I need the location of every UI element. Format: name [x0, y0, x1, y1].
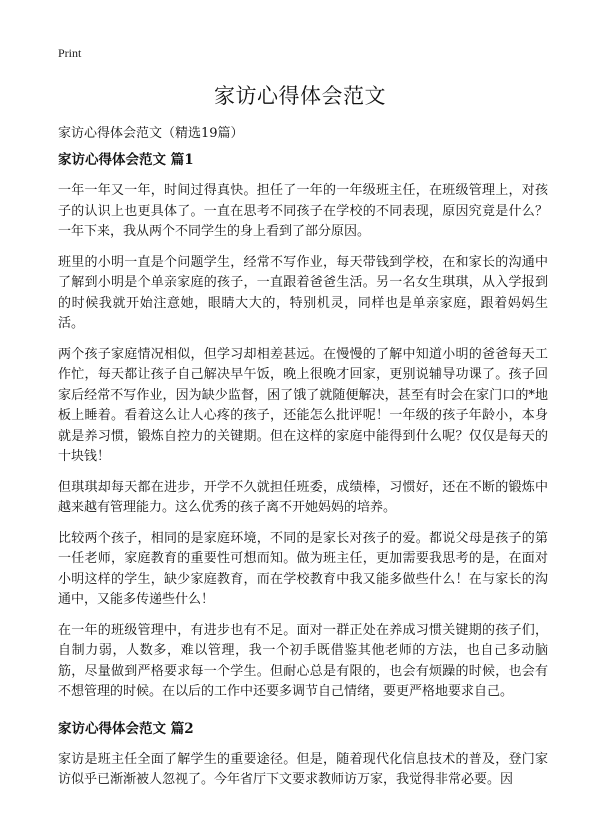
paragraph: 在一年的班级管理中，有进步也有不足。面对一群正处在养成习惯关键期的孩子们，自制力弱，人数多，难以管理，我一个初手既借鉴其他老师的方法，也自己多动脑筋，尽量做到严格要求每一个学生。但耐心总是有限的，也会有烦躁的时候，也会有不想管理的时候。在以后的工作中还要多调节自己情绪，要更严格地要求自己。: [58, 622, 548, 699]
paragraph: 比较两个孩子，相同的是家庭环境，不同的是家长对孩子的爱。都说父母是孩子的第一任老师，家庭教育的重要性可想而知。做为班主任，更加需要我思考的是，在面对小明这样的学生，缺少家庭教育，而在学校教育中我又能多做些什么！在与家长的沟通中，又能多传递些什么！: [58, 530, 548, 607]
paragraph: 班里的小明一直是个问题学生，经常不写作业，每天带钱到学校，在和家长的沟通中了解到小明是个单亲家庭的孩子，一直跟着爸爸生活。另一名女生琪琪，从入学报到的时候我就开始注意她，眼睛大大的，特别机灵，同样也是单亲家庭，跟着妈妈生活。: [58, 254, 548, 331]
document-title: 家访心得体会范文: [214, 84, 386, 108]
section-1: [58, 150, 548, 703]
paragraph: 一年一年又一年，时间过得真快。担任了一年的一年级班主任，在班级管理上，对孩子的认识上也更具体了。一直在思考不同孩子在学校的不同表现，原因究竟是什么？一年下来，我从两个不同学生的身上看到了部分原因。: [58, 183, 548, 239]
paragraph: 两个孩子家庭情况相似，但学习却相差甚远。在慢慢的了解中知道小明的爸爸每天工作忙，每天都让孩子自己解决早午饭，晚上很晚才回家，更别说辅导功课了。孩子回家后经常不写作业，因为缺少监督，困了饿了就随便解决，甚至有时会在家门口的*地板上睡着。看着这么让人心疼的孩子，还能怎么批评呢！一年级的孩子年龄小，本身就是养习惯，锻炼自控力的关键期。但在这样的家庭中能得到什么呢？仅仅是每天的十块钱！: [58, 346, 548, 464]
print-label[interactable]: Print: [58, 46, 82, 60]
section-heading: 家访心得体会范文 篇2: [58, 720, 194, 737]
section-heading: 家访心得体会范文 篇1: [58, 152, 194, 168]
paragraph: 家访是班主任全面了解学生的重要途径。但是，随着现代化信息技术的普及，登门家访似乎已渐渐被人忽视了。今年省厅下文要求教师访万家，我觉得非常必要。因: [58, 751, 548, 787]
section-2: [58, 719, 548, 791]
document-subtitle: 家访心得体会范文（精选19篇）: [58, 126, 244, 141]
paragraph: 但琪琪却每天都在进步，开学不久就担任班委，成绩棒，习惯好，还在不断的锻炼中越来越有管理能力。这么优秀的孩子离不开她妈妈的培养。: [58, 479, 548, 515]
document-body: [58, 150, 548, 801]
